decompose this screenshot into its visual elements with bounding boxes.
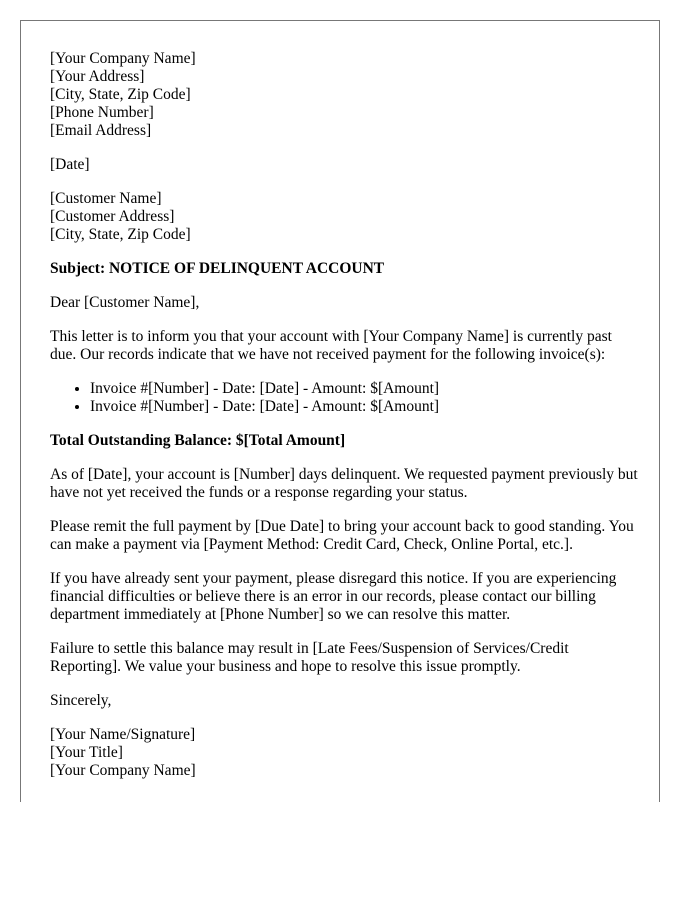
disregard-paragraph: If you have already sent your payment, please disregard this notice. If you are experiencing financial difficulties or believe there is an error in our records, please contact our billing department immediately at [Phone Number] so we can resolve this matter. (50, 570, 617, 623)
signature-name: [Your Name/Signature] (50, 726, 196, 743)
consequences-paragraph: Failure to settle this balance may result in [Late Fees/Suspension of Services/Credit Reporting]. We value your business and hope to resolve this issue promptly. (50, 640, 569, 675)
letter-date: [Date] (50, 156, 90, 173)
sender-phone: [Phone Number] (50, 104, 154, 121)
sender-address: [Your Address] (50, 68, 145, 85)
closing: Sincerely, (50, 692, 112, 709)
letter-page (20, 20, 660, 802)
sender-city-state-zip: [City, State, Zip Code] (50, 86, 191, 103)
invoice-item: • Invoice #[Number] - Date: [Date] - Amount: $[Amount] (90, 398, 640, 416)
sender-company: [Your Company Name] (50, 50, 196, 67)
signature-title: [Your Title] (50, 744, 123, 761)
invoice-item: • Invoice #[Number] - Date: [Date] - Amount: $[Amount] (90, 380, 640, 398)
total-balance: Total Outstanding Balance: $[Total Amount] (50, 432, 346, 449)
delinquency-paragraph: As of [Date], your account is [Number] days delinquent. We requested payment previously but have not yet received the funds or a response regarding your status. (50, 466, 638, 501)
letter-body (50, 50, 640, 796)
recipient-city-state-zip: [City, State, Zip Code] (50, 226, 191, 243)
recipient-address: [Customer Address] (50, 208, 175, 225)
sender-block (50, 50, 640, 140)
subject-line: Subject: NOTICE OF DELINQUENT ACCOUNT (50, 260, 385, 277)
recipient-name: [Customer Name] (50, 190, 162, 207)
invoice-list (50, 380, 640, 416)
recipient-block (50, 190, 640, 244)
intro-paragraph: This letter is to inform you that your account with [Your Company Name] is currently past due. Our records indicate that we have not received payment for the following invoice(s): (50, 328, 612, 363)
signature-block (50, 726, 640, 780)
signature-company: [Your Company Name] (50, 762, 196, 779)
sender-email: [Email Address] (50, 122, 152, 139)
remit-paragraph: Please remit the full payment by [Due Date] to bring your account back to good standing. You can make a payment via [Payment Method: Credit Card, Check, Online Portal, etc.]. (50, 518, 634, 553)
salutation: Dear [Customer Name], (50, 294, 200, 311)
